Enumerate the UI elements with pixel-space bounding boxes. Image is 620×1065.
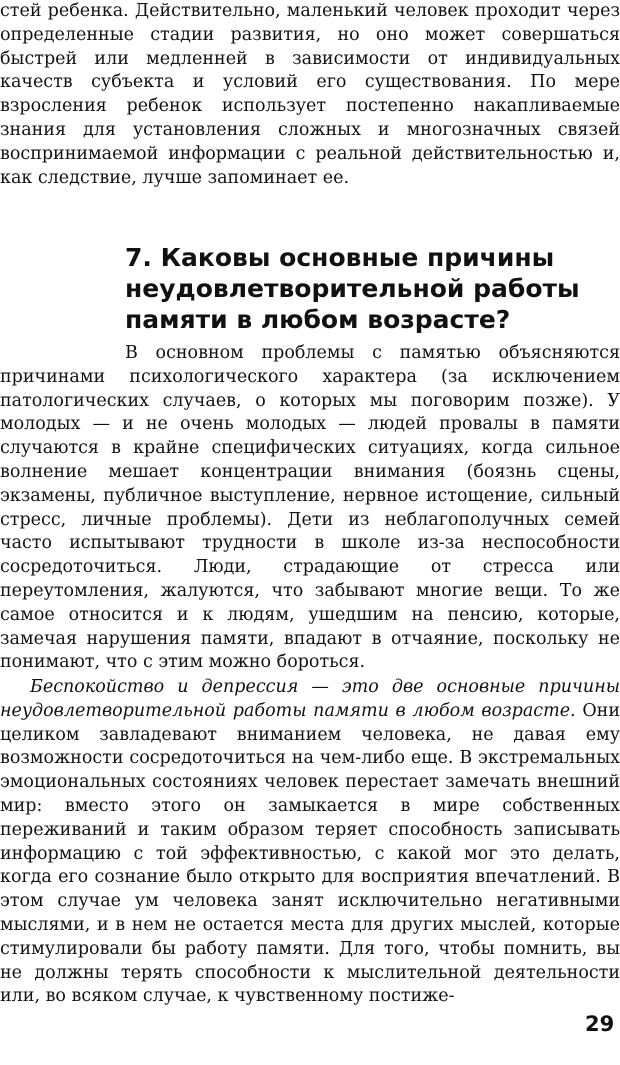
paragraph-2 (0, 676, 620, 1009)
page-number: 29 (585, 1012, 615, 1036)
intro-paragraph: стей ребенка. Действительно, маленький человек проходит через определенные стадии развития, но оно может совершаться быстрей или медленней в зависимости от индивидуальных качеств субъекта и условий его существования. По мере взросления ребенок использует постепенно накапливаемые знания для установления сложных и многозначных связей воспринимаемой информации с реальной действительностью и, как следствие, лучше запоминает ее. (0, 1, 620, 188)
paragraph-2-body: Они целиком завладевают вниманием человека, не давая ему возможности сосредоточиться на чем-либо еще. В экстремальных эмоциональных состояниях человек перестает замечать внешний мир: вместо этого он замыкается в мире собственных переживаний и таким образом теряет способность записывать информацию с той эффективностью, с какой мог это делать, когда его сознание было открыто для восприятия впечатлений. В этом случае ум человека занят исключительно негативными мыслями, и в нем не остается места для других мыслей, которые стимулировали бы работу памяти. Для того, чтобы помнить, вы не должны терять способности к мыслительной деятельности или, во всяком случае, к чувственному постиже- (0, 700, 620, 1007)
paragraph-1: В основном проблемы с памятью объясняются причинами психологического характера (за исключением патологических случаев, о которых мы поговорим позже). У молодых — и не очень молодых — людей провалы в памяти случаются в крайне специфических ситуациях, когда сильное волнение мешает концентрации внимания (боязнь сцены, экзамены, публичное выступление, нервное истощение, сильный стресс, личные проблемы). Дети из неблагополучных семей часто испытывают трудности в школе из-за неспособности сосредоточиться. Люди, страдающие от стресса или переутомления, жалуются, что забывают многие вещи. То же самое относится и к людям, ушедшим на пенсию, которые, замечая нарушения памяти, впадают в отчаяние, поскольку не понимают, что с этим можно бороться. (0, 343, 620, 673)
section-heading (125, 242, 595, 335)
heading-line-1: 7. Каковы основные причины (125, 243, 555, 272)
paragraph-2-italic-lead: Беспокойство и депрессия — это две основные причины неудовлетворительной работы памяти в любом возрасте. (0, 677, 620, 721)
heading-line-3: памяти в любом возрасте? (125, 305, 511, 334)
heading-line-2: неудовлетворительной работы (125, 274, 580, 303)
